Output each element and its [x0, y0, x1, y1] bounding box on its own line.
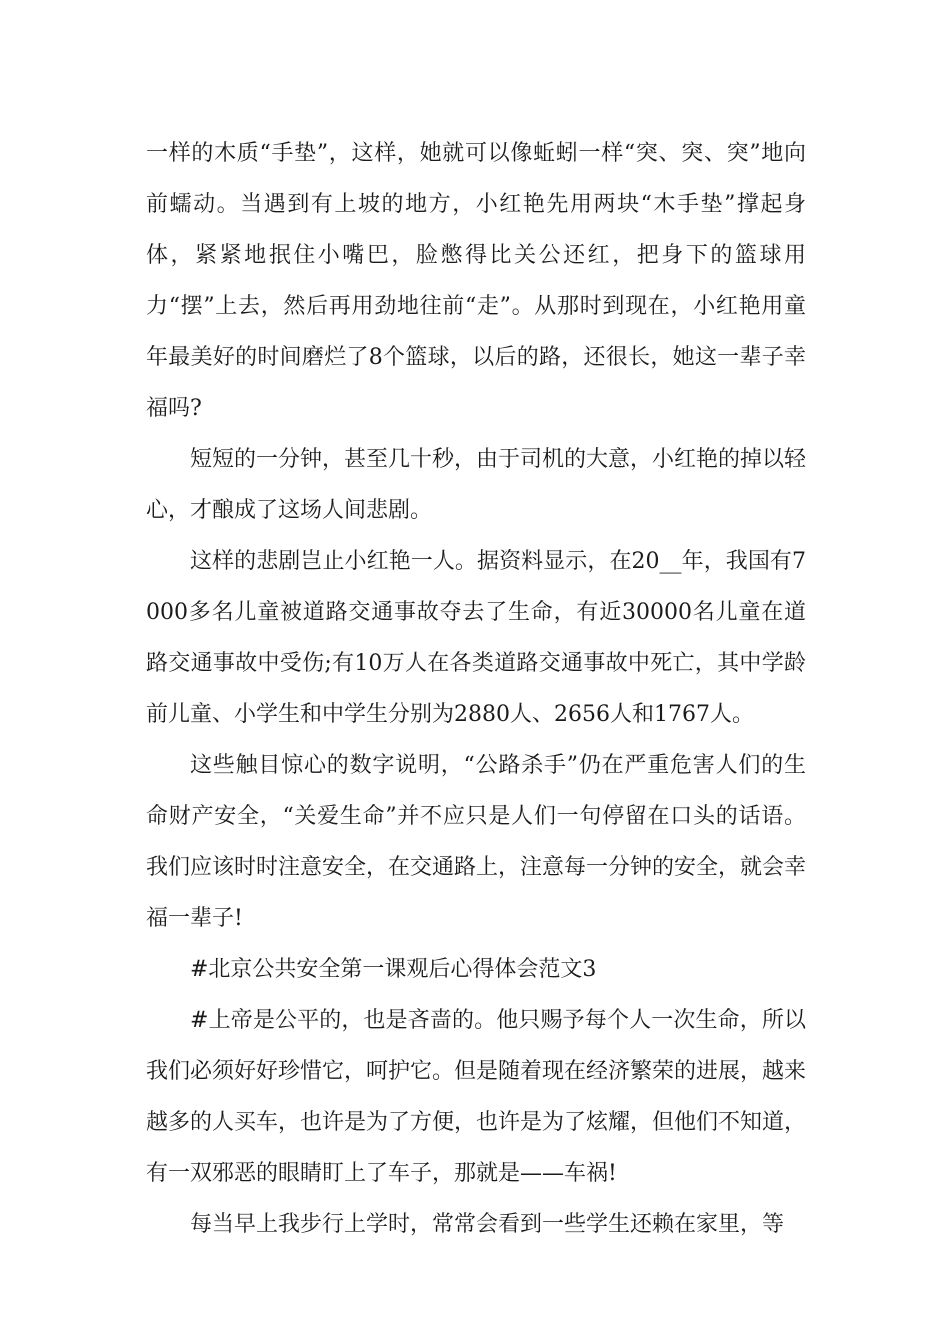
paragraph-tragedy-cause: 短短的一分钟，甚至几十秒，由于司机的大意，小红艳的掉以轻心，才酿成了这场人间悲剧。	[146, 447, 807, 523]
section-heading: #北京公共安全第一课观后心得体会范文3	[190, 957, 597, 982]
paragraph-morning-walk: 每当早上我步行上学时，常常会看到一些学生还赖在家里，等	[190, 1212, 785, 1237]
paragraph-safety-message: 这些触目惊心的数字说明，“公路杀手”仍在严重危害人们的生命财产安全，“关爱生命”并不应只是人们一句停留在口头的话语。我们应该时时注意安全，在交通路上，注意每一分钟的安全，就会幸福一辈子!	[146, 753, 807, 931]
paragraph-story-continuation: 一样的木质“手垫”，这样，她就可以像蚯蚓一样“突、突、突”地向前蠕动。当遇到有上坡的地方，小红艳先用两块“木手垫”撑起身体，紧紧地抿住小嘴巴，脸憋得比关公还红，把身下的篮球用力“摆”上去，然后再用劲地往前“走”。从那时到现在，小红艳用童年最美好的时间磨烂了8个篮球，以后的路，还很长，她这一辈子幸福吗?	[146, 141, 806, 421]
document-body	[146, 128, 806, 1250]
paragraph-cherish-life: #上帝是公平的，也是吝啬的。他只赐予每个人一次生命，所以我们必须好好珍惜它，呵护它。但是随着现在经济繁荣的进展，越来越多的人买车，也许是为了方便，也许是为了炫耀，但他们不知道，有一双邪恶的眼睛盯上了车子，那就是——车祸!	[146, 1008, 807, 1186]
paragraph-statistics: 这样的悲剧岂止小红艳一人。据资料显示，在20__年，我国有7000多名儿童被道路交通事故夺去了生命，有近30000名儿童在道路交通事故中受伤;有10万人在各类道路交通事故中死亡，其中学龄前儿童、小学生和中学生分别为2880人、2656人和1767人。	[146, 549, 806, 727]
